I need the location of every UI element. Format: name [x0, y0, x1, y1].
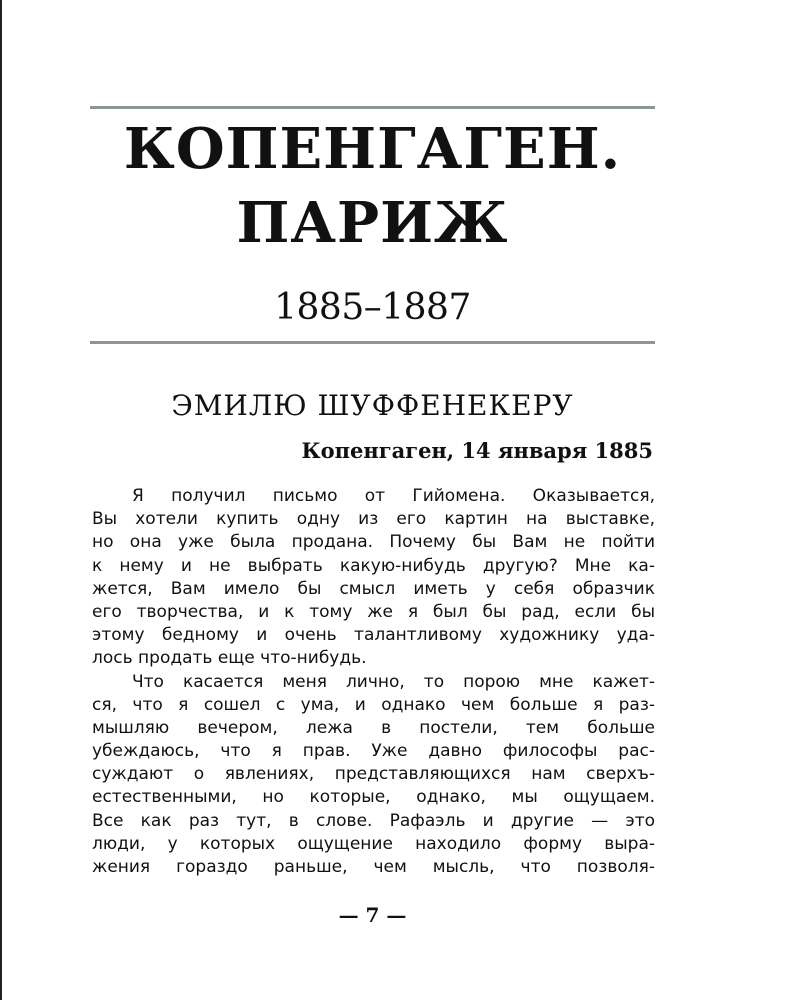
text-line: его творчества, и к тому же я был бы рад, если бы [92, 601, 655, 622]
text-line: но она уже была продана. Почему бы Вам не пойти [92, 532, 655, 553]
text-line: суждают о явлениях, представляющихся нам сверхъ- [92, 764, 655, 785]
chapter-years: 1885–1887 [274, 287, 471, 328]
chapter-title-line-2: ПАРИЖ [236, 190, 509, 256]
text-line: жется, Вам имело бы смысл иметь у себя образчик [92, 578, 655, 599]
text-line: Вы хотели купить одну из его картин на выставке, [92, 509, 655, 530]
text-line: лось продать еще что-нибудь. [92, 648, 367, 669]
text-line: жения гораздо раньше, чем мысль, что позволя- [92, 857, 655, 877]
text-line: ся, что я сошел с ума, и однако чем больше я раз- [92, 694, 655, 715]
book-page [90, 0, 655, 1000]
text-line: к нему и не выбрать какую-нибудь другую? Мне ка- [92, 555, 655, 576]
text-line: этому бедному и очень талантливому художнику уда- [92, 625, 655, 646]
text-line: люди, у которых ощущение находило форму выра- [92, 833, 655, 854]
letter-addressee: ЭМИЛЮ ШУФФЕНЕКЕРУ [171, 389, 574, 422]
text-line: мышляю вечером, лежа в постели, тем больше [92, 717, 655, 738]
text-line: убеждаюсь, что я прав. Уже давно философы рас- [92, 741, 655, 762]
text-line: Что касается меня лично, то порою мне кажет- [132, 671, 655, 692]
page-edge-line [0, 0, 2, 1000]
text-line: Все как раз тут, в слове. Рафаэль и другие — это [92, 810, 655, 831]
chapter-title [90, 112, 655, 260]
bottom-rule [90, 341, 655, 344]
text-line: естественными, но которые, однако, мы ощущаем. [92, 787, 655, 808]
letter-body [92, 485, 655, 879]
chapter-title-line-1: КОПЕНГАГЕН. [123, 116, 622, 182]
text-line: Я получил письмо от Гийомена. Оказывается, [132, 486, 655, 506]
top-rule [90, 106, 655, 109]
page-number: — 7 — [338, 903, 407, 927]
letter-dateline: Копенгаген, 14 января 1885 [301, 438, 653, 463]
